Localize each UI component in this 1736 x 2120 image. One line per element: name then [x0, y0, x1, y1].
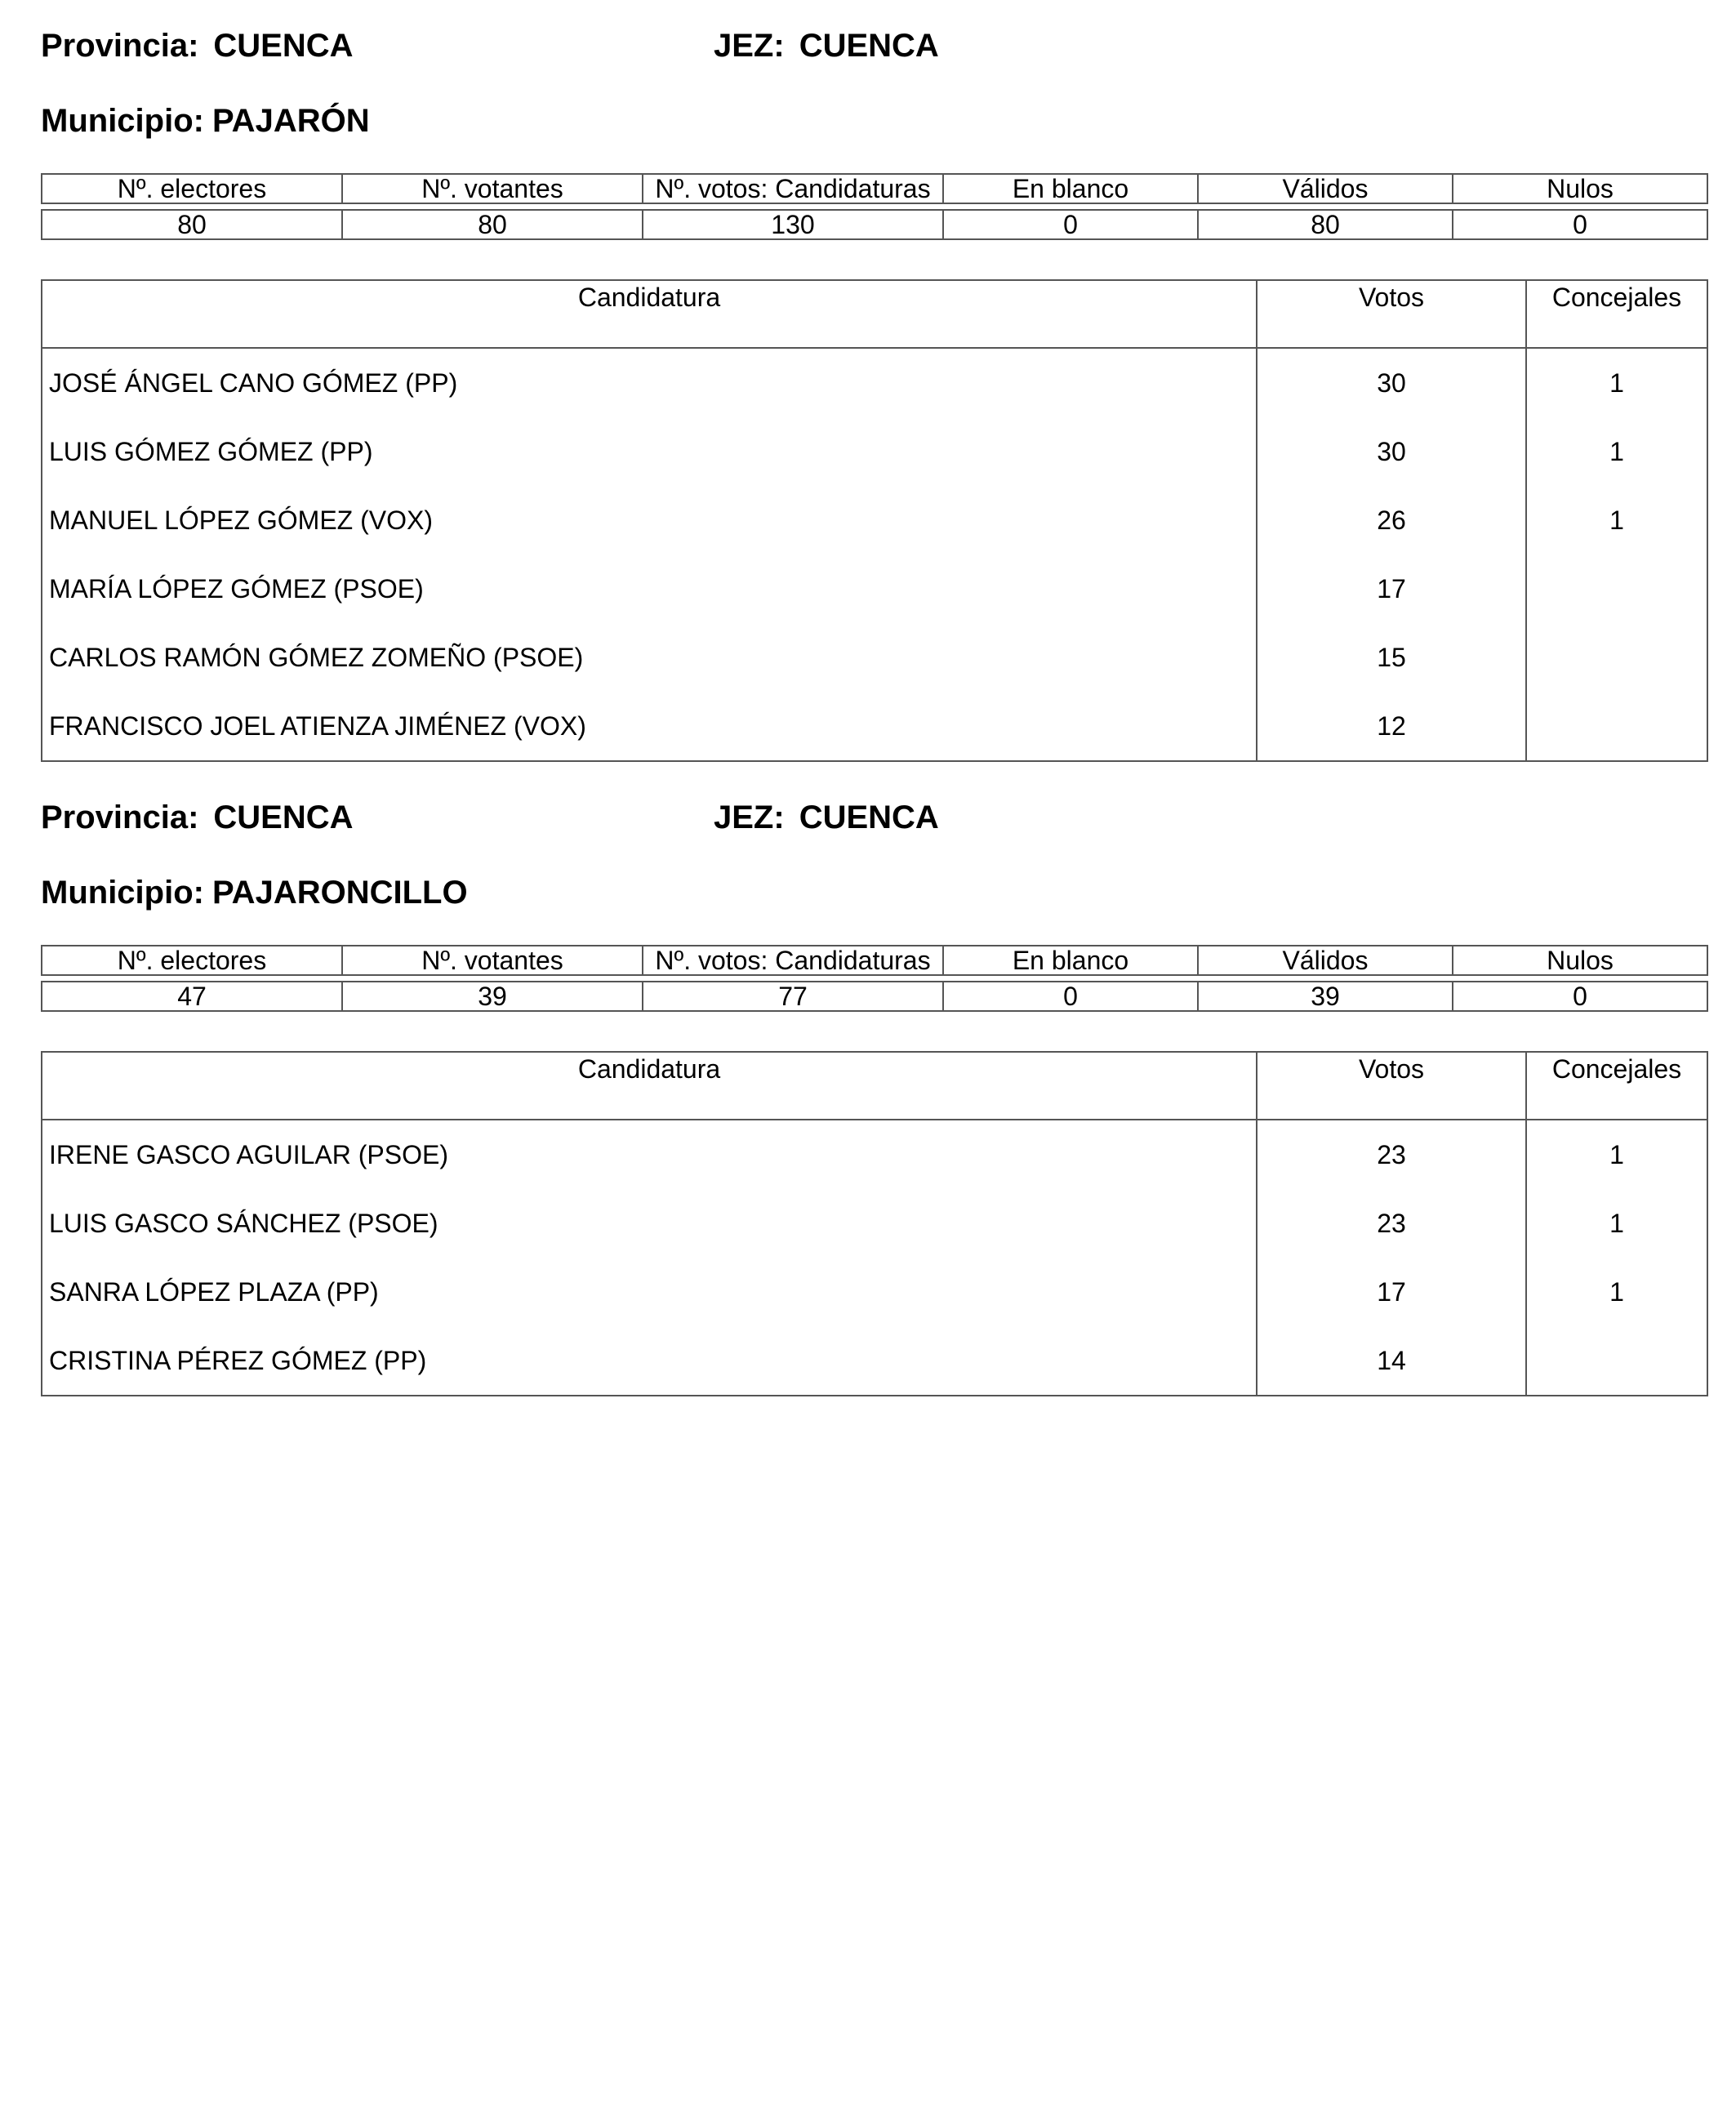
summary-header-cell: Válidos	[1198, 174, 1453, 203]
candidate-name: IRENE GASCO AGUILAR (PSOE)	[42, 1120, 1257, 1189]
concejales-header: Concejales	[1526, 280, 1707, 348]
candidate-votes: 30	[1257, 348, 1526, 417]
provincia-label: Provincia:	[41, 28, 199, 64]
municipio-label: Municipio:	[41, 875, 204, 911]
candidate-votes: 23	[1257, 1189, 1526, 1258]
candidate-votes: 17	[1257, 1258, 1526, 1326]
summary-header-cell: Válidos	[1198, 946, 1453, 975]
table-row	[42, 417, 1707, 486]
provincia-header	[41, 801, 354, 834]
candidate-name: MANUEL LÓPEZ GÓMEZ (VOX)	[42, 486, 1257, 554]
candidate-concejales	[1526, 554, 1707, 623]
summary-value-cell: 80	[342, 210, 643, 239]
municipio-header	[41, 876, 468, 909]
candidate-votes: 15	[1257, 623, 1526, 692]
candidate-name: FRANCISCO JOEL ATIENZA JIMÉNEZ (VOX)	[42, 692, 1257, 761]
table-row	[42, 623, 1707, 692]
table-row	[42, 1258, 1707, 1326]
candidate-votes: 17	[1257, 554, 1526, 623]
candidatura-header: Candidatura	[42, 1052, 1257, 1120]
candidate-concejales: 1	[1609, 367, 1624, 398]
municipio-value: PAJARONCILLO	[211, 875, 468, 911]
table-row	[42, 486, 1707, 554]
table-row	[42, 348, 1707, 417]
candidate-concejales	[1526, 1326, 1707, 1396]
table-row	[42, 1120, 1707, 1189]
summary-header-cell: En blanco	[943, 174, 1198, 203]
candidate-concejales: 1	[1609, 436, 1624, 466]
candidate-votes: 26	[1257, 486, 1526, 554]
candidate-concejales	[1526, 623, 1707, 692]
candidatura-header: Candidatura	[42, 280, 1257, 348]
summary-value-cell: 80	[42, 210, 342, 239]
candidate-name: JOSÉ ÁNGEL CANO GÓMEZ (PP)	[42, 348, 1257, 417]
table-row	[42, 1189, 1707, 1258]
provincia-value: CUENCA	[213, 799, 354, 835]
municipio-header	[41, 105, 370, 137]
summary-header-row	[42, 174, 1707, 203]
votos-header: Votos	[1257, 1052, 1526, 1120]
summary-header-cell: Nº. votantes	[342, 174, 643, 203]
candidate-name: SANRA LÓPEZ PLAZA (PP)	[42, 1258, 1257, 1326]
summary-value-cell: 77	[643, 982, 943, 1011]
summary-header-cell: En blanco	[943, 946, 1198, 975]
candidate-votes: 30	[1257, 417, 1526, 486]
summary-header-cell: Nº. votantes	[342, 946, 643, 975]
summary-value-row	[42, 982, 1707, 1011]
summary-header-row	[42, 946, 1707, 975]
candidate-name: LUIS GÓMEZ GÓMEZ (PP)	[42, 417, 1257, 486]
candidate-concejales	[1526, 692, 1707, 761]
candidate-votes: 23	[1257, 1120, 1526, 1189]
candidate-concejales: 1	[1609, 1208, 1624, 1238]
summary-header-cell: Nulos	[1453, 946, 1707, 975]
summary-value-cell: 0	[1453, 982, 1707, 1011]
provincia-header	[41, 29, 354, 62]
table-row	[42, 692, 1707, 761]
summary-header-cell: Nº. electores	[42, 946, 342, 975]
candidate-votes: 12	[1257, 692, 1526, 761]
candidate-name: CRISTINA PÉREZ GÓMEZ (PP)	[42, 1326, 1257, 1396]
candidate-concejales: 1	[1609, 1276, 1624, 1307]
summary-value-cell: 80	[1198, 210, 1453, 239]
jez-header	[714, 29, 939, 62]
summary-header-cell: Nulos	[1453, 174, 1707, 203]
candidate-name: MARÍA LÓPEZ GÓMEZ (PSOE)	[42, 554, 1257, 623]
jez-header	[714, 801, 939, 834]
provincia-label: Provincia:	[41, 799, 199, 835]
candidates-table	[41, 1051, 1708, 1396]
summary-value-cell: 39	[1198, 982, 1453, 1011]
jez-value: CUENCA	[799, 28, 939, 64]
summary-header-cell: Nº. electores	[42, 174, 342, 203]
candidates-header-row	[42, 1052, 1707, 1120]
jez-label: JEZ:	[714, 28, 785, 64]
summary-header-cell: Nº. votos: Candidaturas	[643, 946, 943, 975]
candidate-concejales: 1	[1609, 505, 1624, 535]
candidates-header-row	[42, 280, 1707, 348]
summary-table	[41, 945, 1708, 1012]
summary-table	[41, 173, 1708, 240]
summary-value-cell: 130	[643, 210, 943, 239]
summary-value-cell: 0	[1453, 210, 1707, 239]
candidates-table	[41, 279, 1708, 762]
candidate-concejales: 1	[1609, 1139, 1624, 1169]
candidate-votes: 14	[1257, 1326, 1526, 1396]
candidate-name: CARLOS RAMÓN GÓMEZ ZOMEÑO (PSOE)	[42, 623, 1257, 692]
table-row	[42, 1326, 1707, 1396]
summary-value-cell: 0	[943, 982, 1198, 1011]
jez-label: JEZ:	[714, 799, 785, 835]
municipio-value: PAJARÓN	[211, 103, 370, 139]
jez-value: CUENCA	[799, 799, 939, 835]
candidate-name: LUIS GASCO SÁNCHEZ (PSOE)	[42, 1189, 1257, 1258]
summary-value-cell: 0	[943, 210, 1198, 239]
provincia-value: CUENCA	[213, 28, 354, 64]
summary-header-cell: Nº. votos: Candidaturas	[643, 174, 943, 203]
summary-value-cell: 39	[342, 982, 643, 1011]
summary-value-row	[42, 210, 1707, 239]
summary-value-cell: 47	[42, 982, 342, 1011]
votos-header: Votos	[1257, 280, 1526, 348]
concejales-header: Concejales	[1526, 1052, 1707, 1120]
table-row	[42, 554, 1707, 623]
municipio-label: Municipio:	[41, 103, 204, 139]
